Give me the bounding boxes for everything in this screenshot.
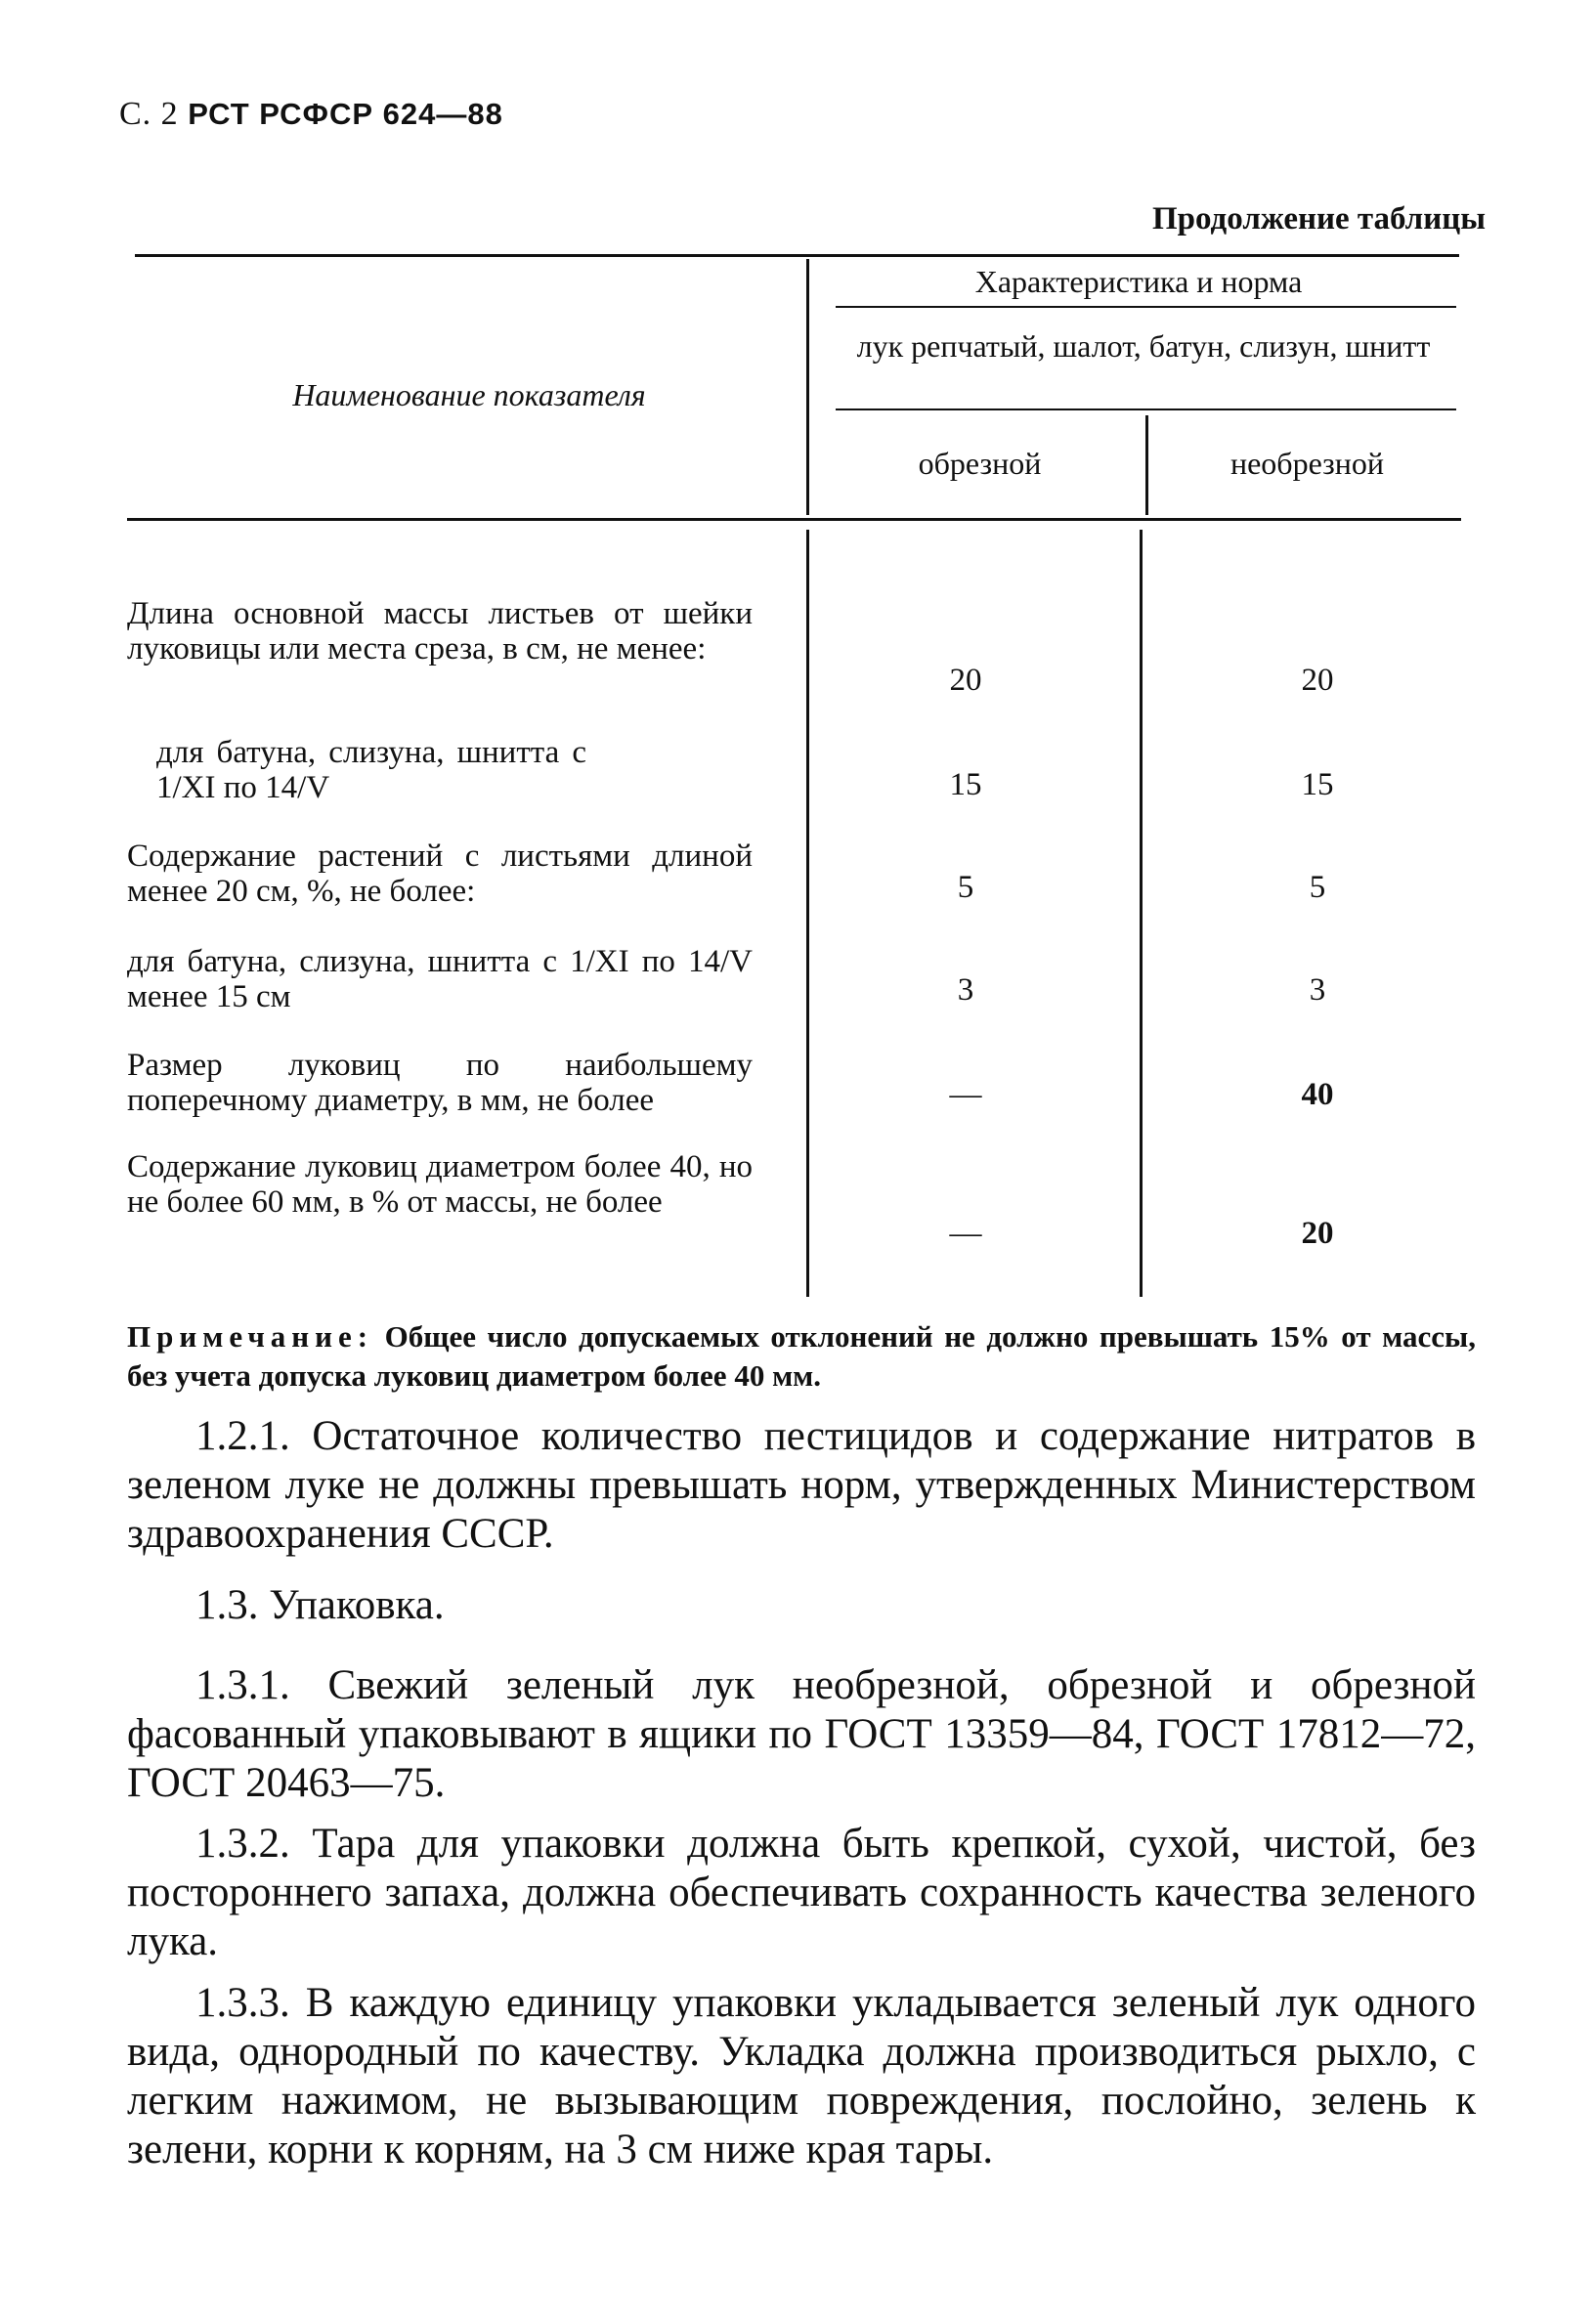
table-divider-mid-body xyxy=(1140,530,1143,1297)
table-cell-trimmed: 20 xyxy=(949,663,982,698)
table-cell-untrimmed: 3 xyxy=(1309,972,1326,1008)
column-header-trimmed: обрезной xyxy=(918,446,1042,481)
table-row-label: для батуна, слизуна, шнитта с 1/XI по 14/V xyxy=(156,735,586,805)
table-cell-trimmed: 3 xyxy=(957,972,974,1008)
paragraph-1-2-1: 1.2.1. Остаточное количество пестицидов и содержание нитратов в зеленом луке не должны превышать норм, утвержденных Министерством здравоохранения СССР. xyxy=(127,1413,1476,1557)
table-row-label: Содержание растений с листьями длиной менее 20 см, %, не более: xyxy=(127,838,753,909)
table-cell-trimmed: — xyxy=(949,1216,982,1251)
table-cell-trimmed: 5 xyxy=(957,870,974,905)
table-divider-left xyxy=(806,259,809,515)
standard-code: РСТ РСФСР 624—88 xyxy=(188,97,503,131)
table-row-label: Размер луковиц по наибольшему поперечному диаметру, в мм, не более xyxy=(127,1048,753,1118)
table-cell-untrimmed: 15 xyxy=(1301,767,1334,802)
table-note xyxy=(127,1317,1476,1396)
column-header-untrimmed: необрезной xyxy=(1229,446,1385,481)
table-cell-untrimmed: 20 xyxy=(1301,663,1334,698)
header-bottom-rule xyxy=(127,518,1461,521)
note-text: Общее число допускаемых отклонений не должно превышать 15% от массы, без учета допуска луковиц диаметром более 40 мм. xyxy=(127,1319,1477,1393)
table-cell-untrimmed: 20 xyxy=(1301,1216,1334,1251)
table-cell-untrimmed: 40 xyxy=(1301,1077,1334,1112)
table-row-label: Содержание луковиц диаметром более 40, но не более 60 мм, в % от массы, не более xyxy=(127,1149,753,1220)
paragraph-1-3-3: 1.3.3. В каждую единицу упаковки укладывается зеленый лук одного вида, однородный по качеству. Укладка должна производиться рыхло, с легким нажимом, не вызывающим повреждения, послойно, зелень к зелени, корни к корням, на 3 см ниже края тары. xyxy=(127,1980,1476,2172)
table-cell-trimmed: — xyxy=(949,1077,982,1112)
table-cell-trimmed: 15 xyxy=(949,767,982,802)
page-header xyxy=(119,96,503,133)
table-divider-left-body xyxy=(806,530,809,1297)
paragraph-1-3: 1.3. Упаковка. xyxy=(195,1582,445,1628)
table-row-label: для батуна, слизуна, шнитта с 1/XI по 14/V менее 15 см xyxy=(127,944,753,1014)
characteristic-underline xyxy=(836,306,1456,308)
table-row-label: Длина основной массы листьев от шейки луковицы или места среза, в см, не менее: xyxy=(127,596,753,666)
column-header-indicator: Наименование показателя xyxy=(292,377,646,412)
table-continuation-label: Продолжение таблицы xyxy=(1151,201,1486,236)
column-header-subgroup: лук репчатый, шалот, батун, слизун, шнитт xyxy=(856,328,1431,364)
paragraph-1-3-2: 1.3.2. Тара для упаковки должна быть крепкой, сухой, чистой, без постороннего запаха, должна обеспечивать сохранность качества зеленого лука. xyxy=(127,1821,1476,1964)
paragraph-1-3-1: 1.3.1. Свежий зеленый лук необрезной, обрезной и обрезной фасованный упаковывают в ящики по ГОСТ 13359—84, ГОСТ 17812—72, ГОСТ 20463—75. xyxy=(127,1662,1476,1806)
column-header-characteristic: Характеристика и норма xyxy=(974,264,1303,299)
subgroup-underline xyxy=(836,408,1456,410)
note-label: Примечание: xyxy=(127,1319,374,1354)
table-top-rule xyxy=(135,254,1459,257)
table-cell-untrimmed: 5 xyxy=(1309,870,1326,905)
page-number: С. 2 xyxy=(119,96,179,132)
